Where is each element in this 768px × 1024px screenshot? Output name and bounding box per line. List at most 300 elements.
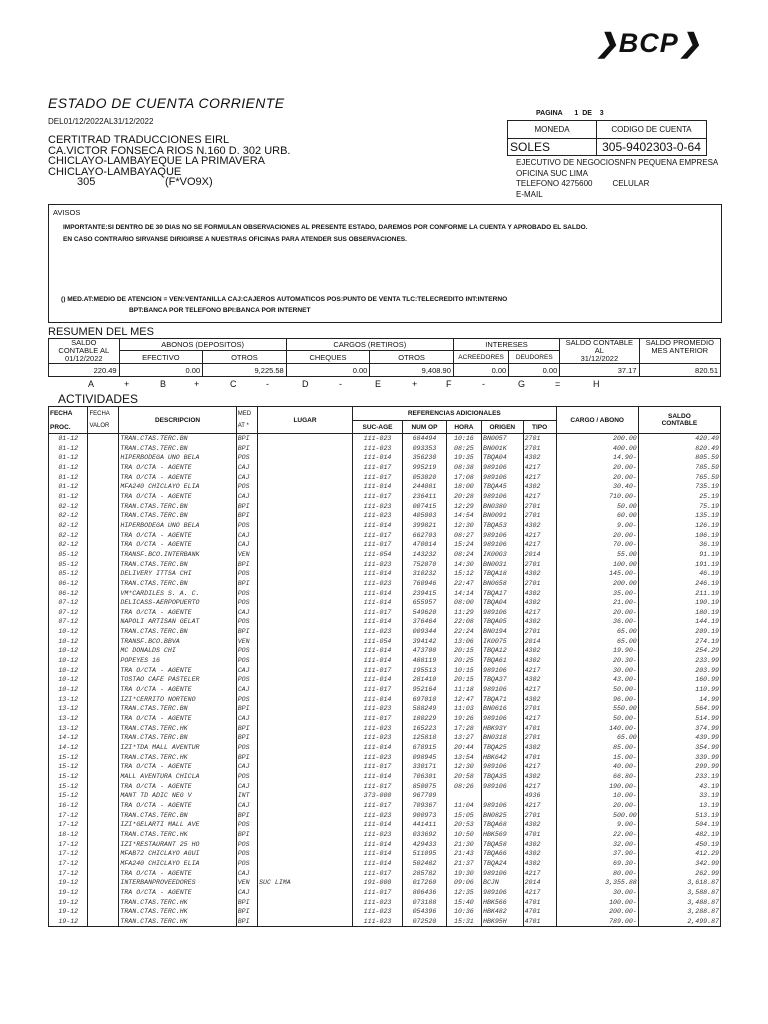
- table-cell: HBK566: [481, 898, 523, 908]
- table-cell: [258, 434, 353, 444]
- table-cell: 15-12: [49, 791, 88, 801]
- table-cell: 111-014: [352, 859, 402, 869]
- table-cell: 05-12: [49, 569, 88, 579]
- table-cell: 15-12: [49, 772, 88, 782]
- table-cell: 310232: [403, 569, 447, 579]
- table-cell: [258, 782, 353, 792]
- table-cell: TRA O/CTA - AGENTE: [119, 473, 236, 483]
- table-cell: 02-12: [49, 511, 88, 521]
- table-cell: [88, 608, 119, 618]
- table-cell: 17:08: [446, 473, 481, 483]
- codigo-label: CODIGO DE CUENTA: [597, 121, 707, 139]
- table-row: [49, 453, 721, 463]
- table-cell: [258, 502, 353, 512]
- table-cell: 9.00-: [556, 820, 638, 830]
- table-cell: CAJ: [236, 685, 257, 695]
- table-cell: TBQA17: [481, 589, 523, 599]
- table-cell: 10-12: [49, 666, 88, 676]
- table-cell: IZI*TDA MALL AVENTUR: [119, 743, 236, 753]
- saldo-inicial: 220.49: [49, 364, 120, 377]
- table-cell: [88, 917, 119, 927]
- table-cell: 4302: [523, 589, 556, 599]
- table-cell: [258, 560, 353, 570]
- formula-symbol: F: [446, 379, 452, 389]
- table-cell: [88, 724, 119, 734]
- table-cell: [88, 743, 119, 753]
- table-cell: 200.00: [556, 579, 638, 589]
- table-cell: 3,288.87: [638, 907, 720, 917]
- table-cell: 15-12: [49, 762, 88, 772]
- table-cell: [258, 550, 353, 560]
- table-cell: 180229: [403, 714, 447, 724]
- table-cell: BPI: [236, 579, 257, 589]
- abono-otros: 9,225.58: [203, 364, 287, 377]
- table-cell: [258, 791, 353, 801]
- table-cell: 3,588.87: [638, 888, 720, 898]
- table-cell: 504.19: [638, 820, 720, 830]
- table-cell: TRAN.CTAS.TERC.BN: [119, 811, 236, 821]
- table-cell: BCJN: [481, 878, 523, 888]
- table-cell: 111-023: [352, 434, 402, 444]
- table-cell: POS: [236, 840, 257, 850]
- table-cell: HIPERBODEGA UNO BELA: [119, 453, 236, 463]
- table-cell: 08:24: [446, 550, 481, 560]
- actividades-table: FECHA PROC. FECHA VALOR DESCRIPCION MED AT * LUGAR REFERENCIAS ADICIONALES CARGO / ABONO SALDO CONTABLE SUC-AGE NUM OP HORA ORIGEN TIPO 01-12 TRAN.CTAS.TERC.BN BPI 111-023 684494 10:16 BN0057 2701 200.00 420.49 01-12 TRAN.CTAS.TERC.BN BPI 111-023 093353 08:25 BN001K 2701 400.00 820.49 01-12 HIPERBODEGA UNO BELA POS 111-014 356230 19:35 TBQA04 4302 14.90- 805.59 01-12 TRA O/CTA - AGENTE CAJ 111-017 995219 08:38 989106 4217 20.00- 785.59 01-12 TRA O/CTA - AGENTE CAJ 111-017 053020 17:08 989106 4217 20.00- 765.59 01-12 MFA240 CHICLAYO ELIA POS 111-014 244081 18:00 TBQA45 4302 30.40- 735.19 01-12 TRA O/CTA - AGENTE CAJ 111-017 236411 20:28 989106 4217 710.00- 25.19 02-12 TRAN.CTAS.TERC.BN BPI 111-023 007415 12:29 BN0380 2701 50.00 75.19 02-12 TRAN.CTAS.TERC.BN BPI 111-023 405003 14:54 BN0091 2701 60.00 135.19 02-12 HIPERBODEGA UNO BELA POS 111-014 399821 12:30 TBQA53 4302 9.00- 126.19 02-12 TRA O/CTA - AGENTE CAJ 111-017 662703 08:27 989106 4217 20.00- 106.19 02-12 TRA O/CTA - AGENTE CAJ 111-017 470014 15:24 989106 4217 70.00- 36.19 05-12 TRANSF.BCO.INTERBANK VEN 111-054 143232 08:24 IK00G3 2014 55.00 91.19 05-12 TRAN.CTAS.TERC.BN BPI 111-023 752070 14:30 BN0031 2701 100.00 191.19 05-12 DELIVERY ITTSA CHI POS 111-014 310232 15:12 TBQA18 4302 145.00- 46.19 06-12 TRAN.CTAS.TERC.BN BPI 111-023 760946 22:47 BN0658 2701 200.00 246.19 06-12 VM*CARDILES S. A. C. POS 111-014 239415 14:14 TBQA17 4302 35.00- 211.19 07-12 DELICASS-AERPOPUERTO POS 111-014 655957 08:00 TBQA04 4302 21.00- 190.19 07-12 TRA O/CTA - AGENTE CAJ 111-017 549620 11:29 989106 4217 20.00- 180.19 07-12 NAPOLI ARTISAN GELAT POS 111-014 376464 22:08 TBQA05 4302 36.00- 144.19 10-12 TRAN.CTAS.TERC.BN BPI 111-023 009344 22:24 BN0194 2701 65.00 209.19 10-12 TRANSF.BCO.BBVA VEN 111-054 394142 13:06 IK0075 2014 65.00 274.19 10-12 MC DONALDS CHI POS 111-014 473700 20:15 TBQA12 4302 19.90- 254.29 10-12 POPEYES 16 POS 111-014 488119 20:25 TBQA61 4302 20.30- 233.99 10-12 TRA O/CTA - AGENTE CAJ 111-017 195513 10:15 989106 4217 30.00- 203.99 10-12 TOSTAO CAFE PASTELER POS 111-014 281410 20:15 TBQA37 4302 43.00- 160.99 10-12 TRA O/CTA - AGENTE CAJ 111-017 952164 11:18 989106 4217 50.00- 110.99 13-12 IZI*CERRITO NORTENO POS 111-014 697010 12:47 TBQA71 4302 96.00- 14.99 13-12 TRAN.CTAS.TERC.BN BPI 111-023 588249 11:03 BN0616 2701 550.00 564.99 13-12 TRA O/CTA - AGENTE CAJ 111-017 180229 19:26 989106 4217 50.00- 514.99 13-12 TRAN.CTAS.TERC.HK BPI 111-023 165223 17:28 HBK93Y 4701 140.00- 374.99 14-12 TRAN.CTAS.TERC.BN BPI 111-023 125818 13:27 BN0318 2701 65.00 439.99 14-12 IZI*TDA MALL AVENTUR POS 111-014 678915 20:44 TBQA25 4302 85.00- 354.99 15-12 TRAN.CTAS.TERC.HK BPI 111-023 098945 13:54 HBK642 4701 15.00- 339.99 15-12 TRA O/CTA - AGENTE CAJ 111-017 330171 12:30 989106 4217 40.00- 299.99 15-12 MALL AVENTURA CHICLA POS 111-014 706301 20:58 TBQA35 4302 66.80- 233.19 15-12 TRA O/CTA - AGENTE CAJ 111-017 850075 08:26 989106 4217 190.00- 43.19 15-12 MANT TD ADIC NEG V INT 373-000 967709 4936 10.00- 33.19 16-12 TRA O/CTA - AGENTE CAJ 111-017 709367 11:04 989106 4217 20.00- 13.19 17-12 TRAN.CTAS.TERC.BN BPI 111-023 900973 15:05 BN0825 2701 500.00 513.19 17-12 IZI*GELARTI MALL AVE POS 111-014 441411 20:53 TBQA68 4302 9.00- 504.19 18-12 TRAN.CTAS.TERC.HK BPI 111-023 033692 10:50 HBK569 4701 22.00- 482.19 17-12 IZI*RESTAURANT 25 HO POS 111-014 429433 21:30 TBQA58 4302 32.00- 450.19 17-12 MFAB72 CHICLAYO AGUI POS 111-014 511095 21:43 TBQA66 4302 37.90- 412.29 17-12 MFA240 CHICLAYO ELIA POS 111-014 502482 21:37 TBQA24 4302 69.30- 342.99 17-12 TRA O/CTA - AGENTE CAJ 111-017 285782 19:30 989106 4217 80.00- 262.99 19-12 INTERBANPROVEEDORES VEN SUC LIMA 191-000 017260 09:06 BCJN 2014 3,355.88 3,618.87 19-12 TRA O/CTA - AGENTE CAJ 111-017 806436 12:35 989106 4217 30.00- 3,588.87 19-12 TRAN.CTAS.TERC.HK BPI 111-023 073188 15:40 HBK566 4701 100.00- 3,488.87 19-12 TRAN.CTAS.TERC.HK BPI 111-023 054396 10:36 HBK482 4701 200.00- 3,288.87 19-12 TRAN.CTAS.TERC.HK BPI 111-023 072520 15:31 HBK95H 4701 789.00- 2,499.87: [48, 406, 721, 927]
- table-cell: TBQA68: [481, 820, 523, 830]
- table-cell: 233.19: [638, 772, 720, 782]
- table-cell: 111-023: [352, 502, 402, 512]
- table-cell: [258, 888, 353, 898]
- table-cell: 111-017: [352, 888, 402, 898]
- table-cell: 4302: [523, 772, 556, 782]
- table-cell: 111-023: [352, 627, 402, 637]
- table-cell: [258, 733, 353, 743]
- table-cell: 14:30: [446, 560, 481, 570]
- table-cell: 072520: [403, 917, 447, 927]
- table-row: [49, 608, 721, 618]
- table-cell: 22:24: [446, 627, 481, 637]
- table-cell: TRAN.CTAS.TERC.BN: [119, 511, 236, 521]
- table-cell: TRAN.CTAS.TERC.BN: [119, 434, 236, 444]
- table-row: [49, 463, 721, 473]
- table-cell: 710.00-: [556, 492, 638, 502]
- statement-title: ESTADO DE CUENTA CORRIENTE: [48, 95, 285, 111]
- cargo-otros: 9,408.90: [370, 364, 454, 377]
- table-cell: 2701: [523, 444, 556, 454]
- table-cell: 165223: [403, 724, 447, 734]
- table-cell: 4302: [523, 453, 556, 463]
- table-cell: [88, 656, 119, 666]
- table-cell: 952164: [403, 685, 447, 695]
- table-cell: 4302: [523, 743, 556, 753]
- abono-efectivo: 0.00: [119, 364, 203, 377]
- table-cell: [481, 791, 523, 801]
- table-cell: 17-12: [49, 811, 88, 821]
- table-cell: [88, 753, 119, 763]
- table-cell: 19-12: [49, 898, 88, 908]
- table-cell: 093353: [403, 444, 447, 454]
- table-cell: BPI: [236, 560, 257, 570]
- table-cell: [258, 598, 353, 608]
- table-cell: [88, 733, 119, 743]
- table-cell: BPI: [236, 704, 257, 714]
- table-cell: 4302: [523, 675, 556, 685]
- executive-info: EJECUTIVO DE NEGOCIOSNFN PEQUENA EMPRESA OFICINA SUC LIMA TELEFONO 4275600 CELULAR E-MAIL: [516, 158, 719, 199]
- table-cell: 111-014: [352, 743, 402, 753]
- table-cell: 033692: [403, 830, 447, 840]
- table-cell: 4302: [523, 695, 556, 705]
- client-district: CHICLAYO-LAMBAYEQUE LA PRIMAVERA: [48, 155, 266, 167]
- table-cell: 191.19: [638, 560, 720, 570]
- table-cell: 4302: [523, 617, 556, 627]
- table-cell: [88, 859, 119, 869]
- table-cell: TRAN.CTAS.TERC.HK: [119, 898, 236, 908]
- table-cell: 125818: [403, 733, 447, 743]
- table-cell: 19:35: [446, 453, 481, 463]
- table-cell: IK0075: [481, 637, 523, 647]
- client-address: [48, 135, 290, 188]
- table-cell: [258, 869, 353, 879]
- table-cell: 15:12: [446, 569, 481, 579]
- table-cell: [258, 898, 353, 908]
- table-cell: 08:38: [446, 463, 481, 473]
- table-cell: 80.00-: [556, 869, 638, 879]
- table-cell: 13-12: [49, 714, 88, 724]
- table-cell: [258, 830, 353, 840]
- table-cell: 330171: [403, 762, 447, 772]
- table-cell: INTERBANPROVEEDORES: [119, 878, 236, 888]
- resumen-formula: [48, 379, 721, 391]
- table-cell: 4701: [523, 917, 556, 927]
- table-cell: [258, 473, 353, 483]
- table-cell: [258, 675, 353, 685]
- table-cell: 4302: [523, 521, 556, 531]
- table-cell: 111-017: [352, 473, 402, 483]
- table-cell: 191-000: [352, 878, 402, 888]
- table-cell: 420.49: [638, 434, 720, 444]
- table-cell: 16-12: [49, 801, 88, 811]
- table-cell: TRA O/CTA - AGENTE: [119, 685, 236, 695]
- table-cell: TRA O/CTA - AGENTE: [119, 782, 236, 792]
- table-cell: 135.19: [638, 511, 720, 521]
- table-cell: BPI: [236, 502, 257, 512]
- table-cell: 30.40-: [556, 482, 638, 492]
- table-cell: BN001K: [481, 444, 523, 454]
- table-cell: 07-12: [49, 617, 88, 627]
- table-cell: [258, 859, 353, 869]
- table-cell: 17-12: [49, 849, 88, 859]
- table-cell: 2701: [523, 502, 556, 512]
- table-row: [49, 434, 721, 444]
- table-cell: 588249: [403, 704, 447, 714]
- table-cell: 399821: [403, 521, 447, 531]
- table-cell: 40.00-: [556, 762, 638, 772]
- table-cell: 15:40: [446, 898, 481, 908]
- table-cell: [88, 434, 119, 444]
- table-row: [49, 531, 721, 541]
- table-cell: 989106: [481, 463, 523, 473]
- table-cell: TRANSF.BCO.INTERBANK: [119, 550, 236, 560]
- table-cell: CAJ: [236, 801, 257, 811]
- table-cell: 02-12: [49, 521, 88, 531]
- table-row: [49, 598, 721, 608]
- table-cell: 08:25: [446, 444, 481, 454]
- table-cell: POS: [236, 859, 257, 869]
- table-row: [49, 791, 721, 801]
- table-cell: 394142: [403, 637, 447, 647]
- table-cell: 66.80-: [556, 772, 638, 782]
- table-cell: POS: [236, 521, 257, 531]
- table-cell: 3,618.87: [638, 878, 720, 888]
- formula-symbol: =: [555, 379, 561, 389]
- table-cell: 19-12: [49, 907, 88, 917]
- table-cell: 20.00-: [556, 531, 638, 541]
- table-row: [49, 801, 721, 811]
- table-cell: TBQA58: [481, 840, 523, 850]
- table-cell: [88, 560, 119, 570]
- table-cell: 10.00-: [556, 791, 638, 801]
- table-cell: TRAN.CTAS.TERC.BN: [119, 579, 236, 589]
- table-cell: 502482: [403, 859, 447, 869]
- cargo-cheques: 0.00: [286, 364, 370, 377]
- table-cell: 111-017: [352, 714, 402, 724]
- table-cell: 20.00-: [556, 473, 638, 483]
- table-cell: [258, 453, 353, 463]
- table-cell: 995219: [403, 463, 447, 473]
- table-cell: 281410: [403, 675, 447, 685]
- table-cell: [88, 791, 119, 801]
- table-cell: 473700: [403, 646, 447, 656]
- table-cell: TBQA35: [481, 772, 523, 782]
- table-cell: BPI: [236, 724, 257, 734]
- table-cell: [258, 714, 353, 724]
- table-cell: 989106: [481, 608, 523, 618]
- table-cell: 12:30: [446, 762, 481, 772]
- table-cell: 15.00-: [556, 753, 638, 763]
- table-cell: 4302: [523, 482, 556, 492]
- formula-symbol: +: [194, 379, 200, 389]
- formula-symbol: +: [124, 379, 130, 389]
- table-cell: 111-014: [352, 840, 402, 850]
- table-cell: 36.19: [638, 540, 720, 550]
- table-cell: 10:36: [446, 907, 481, 917]
- table-row: [49, 685, 721, 695]
- table-cell: 14-12: [49, 743, 88, 753]
- table-cell: 4217: [523, 463, 556, 473]
- table-cell: 50.00-: [556, 685, 638, 695]
- table-cell: 106.19: [638, 531, 720, 541]
- table-cell: 111-023: [352, 444, 402, 454]
- table-cell: 17-12: [49, 859, 88, 869]
- table-cell: TBQA05: [481, 617, 523, 627]
- table-cell: CAJ: [236, 608, 257, 618]
- table-row: [49, 511, 721, 521]
- table-cell: POS: [236, 453, 257, 463]
- table-cell: 190.00-: [556, 782, 638, 792]
- formula-symbol: C: [230, 379, 237, 389]
- table-cell: BPI: [236, 733, 257, 743]
- table-cell: 500.00: [556, 811, 638, 821]
- table-cell: 233.99: [638, 656, 720, 666]
- table-cell: 111-014: [352, 646, 402, 656]
- table-cell: [258, 569, 353, 579]
- table-cell: 111-023: [352, 511, 402, 521]
- table-cell: 111-023: [352, 898, 402, 908]
- table-cell: 989106: [481, 685, 523, 695]
- table-row: [49, 666, 721, 676]
- table-cell: 96.00-: [556, 695, 638, 705]
- table-cell: 08:27: [446, 531, 481, 541]
- table-row: [49, 704, 721, 714]
- table-cell: [88, 569, 119, 579]
- table-cell: POS: [236, 646, 257, 656]
- table-cell: 4302: [523, 840, 556, 850]
- table-cell: BN0658: [481, 579, 523, 589]
- table-cell: TBQA53: [481, 521, 523, 531]
- table-cell: MC DONALDS CHI: [119, 646, 236, 656]
- table-cell: 274.19: [638, 637, 720, 647]
- table-cell: 684494: [403, 434, 447, 444]
- table-cell: 111-023: [352, 917, 402, 927]
- table-cell: BN0057: [481, 434, 523, 444]
- table-cell: 37.90-: [556, 849, 638, 859]
- logo-text: BCP: [618, 28, 679, 58]
- table-cell: 111-014: [352, 772, 402, 782]
- table-row: [49, 569, 721, 579]
- table-cell: MALL AVENTURA CHICLA: [119, 772, 236, 782]
- table-row: [49, 502, 721, 512]
- table-row: [49, 675, 721, 685]
- table-cell: [258, 637, 353, 647]
- logo-right-chevron-icon: ❯: [678, 28, 702, 58]
- table-cell: 10-12: [49, 637, 88, 647]
- table-cell: [258, 743, 353, 753]
- table-cell: 209.19: [638, 627, 720, 637]
- table-cell: TRAN.CTAS.TERC.BN: [119, 502, 236, 512]
- table-cell: BPI: [236, 830, 257, 840]
- table-cell: TRA O/CTA - AGENTE: [119, 463, 236, 473]
- table-cell: 2701: [523, 733, 556, 743]
- table-cell: 111-014: [352, 820, 402, 830]
- table-row: [49, 782, 721, 792]
- table-cell: 254.29: [638, 646, 720, 656]
- table-cell: 111-023: [352, 907, 402, 917]
- table-cell: 15-12: [49, 753, 88, 763]
- table-cell: CAJ: [236, 782, 257, 792]
- table-cell: CAJ: [236, 492, 257, 502]
- client-name: CERTITRAD TRADUCCIONES EIRL: [48, 134, 230, 146]
- table-row: [49, 753, 721, 763]
- table-cell: [88, 840, 119, 850]
- table-row: [49, 830, 721, 840]
- table-cell: 160.99: [638, 675, 720, 685]
- table-cell: 514.99: [638, 714, 720, 724]
- table-cell: 21.00-: [556, 598, 638, 608]
- table-cell: 236411: [403, 492, 447, 502]
- table-cell: 21:43: [446, 849, 481, 859]
- table-cell: 111-054: [352, 550, 402, 560]
- table-cell: 36.00-: [556, 617, 638, 627]
- table-cell: 10-12: [49, 646, 88, 656]
- table-cell: 65.00: [556, 627, 638, 637]
- table-cell: 111-014: [352, 617, 402, 627]
- table-cell: 4701: [523, 907, 556, 917]
- table-cell: VEN: [236, 637, 257, 647]
- table-cell: 3,355.88: [556, 878, 638, 888]
- table-cell: [88, 888, 119, 898]
- table-cell: 30.00-: [556, 666, 638, 676]
- table-cell: BPI: [236, 898, 257, 908]
- table-cell: 19.90-: [556, 646, 638, 656]
- table-cell: CAJ: [236, 463, 257, 473]
- table-cell: [258, 695, 353, 705]
- table-cell: 4302: [523, 646, 556, 656]
- table-cell: 2701: [523, 811, 556, 821]
- table-row: [49, 617, 721, 627]
- table-cell: [258, 762, 353, 772]
- table-row: [49, 550, 721, 560]
- table-cell: 08:00: [446, 598, 481, 608]
- table-cell: POS: [236, 772, 257, 782]
- table-cell: 111-017: [352, 463, 402, 473]
- table-cell: VEN: [236, 550, 257, 560]
- table-cell: 4217: [523, 685, 556, 695]
- table-cell: 111-014: [352, 521, 402, 531]
- table-cell: 450.19: [638, 840, 720, 850]
- table-cell: VEN: [236, 878, 257, 888]
- table-cell: POPEYES 16: [119, 656, 236, 666]
- table-cell: 20:25: [446, 656, 481, 666]
- table-cell: [258, 482, 353, 492]
- table-cell: 203.99: [638, 666, 720, 676]
- table-cell: TRAN.CTAS.TERC.BN: [119, 444, 236, 454]
- table-cell: 967709: [403, 791, 447, 801]
- table-cell: 33.19: [638, 791, 720, 801]
- table-cell: 111-017: [352, 492, 402, 502]
- table-cell: 2014: [523, 637, 556, 647]
- table-cell: 07-12: [49, 598, 88, 608]
- table-cell: 789.00-: [556, 917, 638, 927]
- table-row: [49, 627, 721, 637]
- table-cell: 02-12: [49, 540, 88, 550]
- table-cell: BN0318: [481, 733, 523, 743]
- table-cell: 10-12: [49, 627, 88, 637]
- table-cell: 110.99: [638, 685, 720, 695]
- table-cell: 549620: [403, 608, 447, 618]
- table-cell: BN0825: [481, 811, 523, 821]
- table-cell: 053020: [403, 473, 447, 483]
- table-cell: 4217: [523, 888, 556, 898]
- table-cell: TOSTAO CAFE PASTELER: [119, 675, 236, 685]
- table-cell: MANT TD ADIC NEG V: [119, 791, 236, 801]
- table-cell: 111-023: [352, 753, 402, 763]
- table-cell: 513.19: [638, 811, 720, 821]
- table-cell: 4217: [523, 782, 556, 792]
- client-code: 305 (F*VO9X): [77, 176, 213, 188]
- table-cell: 706301: [403, 772, 447, 782]
- table-cell: [88, 502, 119, 512]
- table-row: [49, 762, 721, 772]
- table-cell: INT: [236, 791, 257, 801]
- table-cell: BN0380: [481, 502, 523, 512]
- table-cell: [258, 772, 353, 782]
- currency: SOLES: [508, 139, 597, 156]
- table-cell: TBQA18: [481, 569, 523, 579]
- table-cell: 20.00-: [556, 801, 638, 811]
- table-row: [49, 869, 721, 879]
- table-cell: TRAN.CTAS.TERC.HK: [119, 830, 236, 840]
- table-cell: [88, 453, 119, 463]
